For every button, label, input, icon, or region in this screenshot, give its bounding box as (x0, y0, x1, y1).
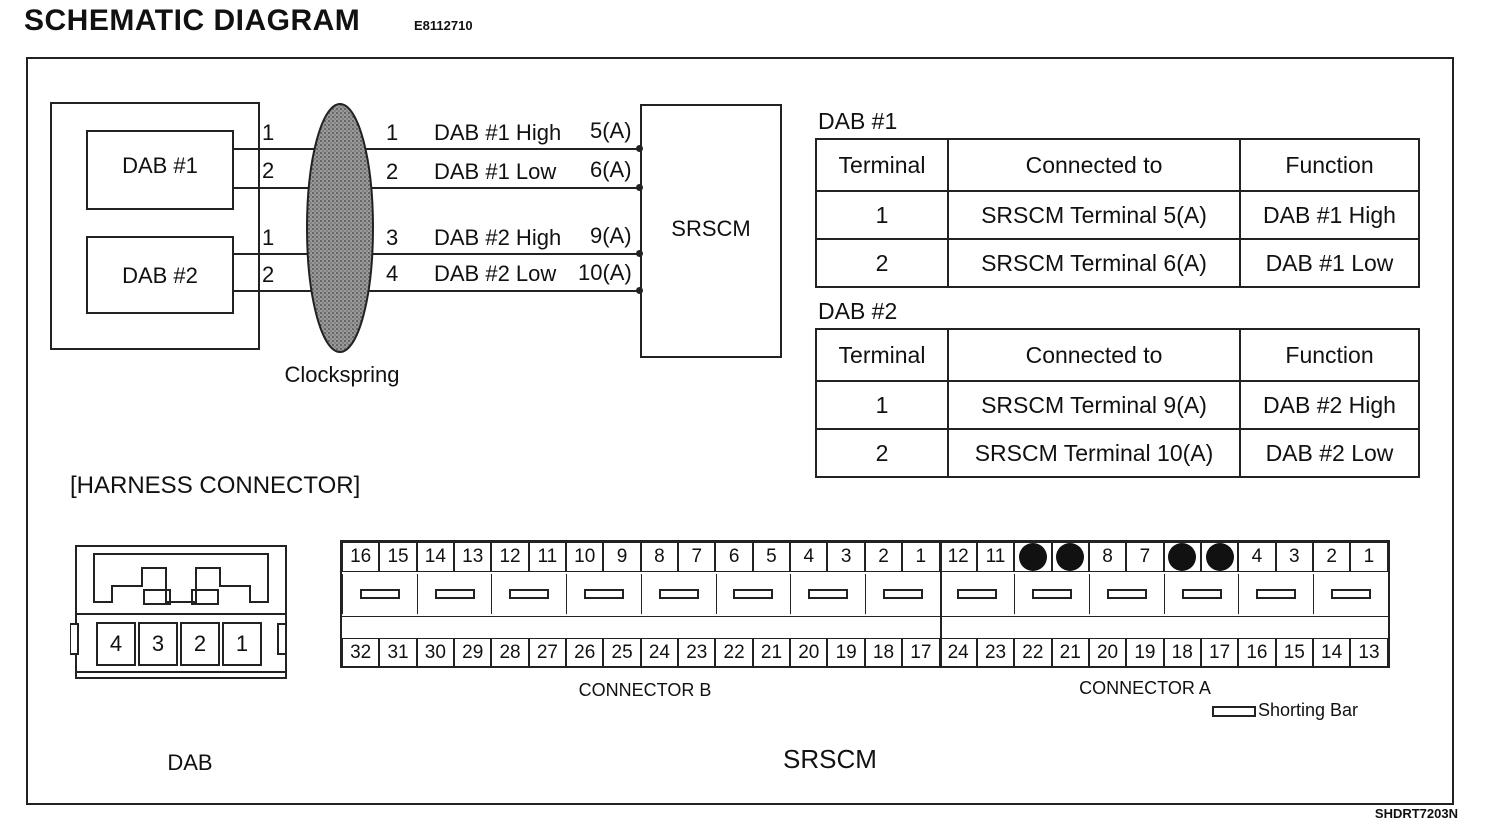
dab2-terminal-table (815, 328, 1420, 478)
connector-top-pin: 11 (529, 542, 566, 572)
dab2-pin-1: 1 (262, 225, 275, 250)
circuit-1-name: DAB #1 High (434, 120, 562, 145)
connector-top-pin: 6 (715, 542, 752, 572)
column-header-terminal: Terminal (816, 139, 948, 191)
shorting-bar-icon (808, 589, 848, 599)
cell-terminal: 1 (816, 381, 948, 429)
connector-bottom-pin: 24 (641, 638, 678, 668)
cell-terminal: 1 (816, 191, 948, 239)
connector-top-pin: 7 (678, 542, 715, 572)
column-header-terminal: Terminal (816, 329, 948, 381)
dab1-label: DAB #1 (122, 153, 198, 178)
clockspring-label: Clockspring (284, 362, 400, 387)
shorting-bar-cell (491, 574, 566, 614)
cell-connected-to: SRSCM Terminal 9(A) (948, 381, 1240, 429)
shorting-bar-cell (566, 574, 641, 614)
connector-divider (940, 542, 942, 666)
column-header-function: Function (1240, 329, 1419, 381)
connector-bottom-pin: 17 (902, 638, 939, 668)
circuit-4-num: 4 (386, 261, 399, 286)
filled-cavity-icon (1056, 543, 1084, 571)
table-row (816, 381, 1419, 429)
filled-cavity-icon (1206, 543, 1234, 571)
wire-3 (234, 253, 640, 255)
connector-top-pin: 15 (379, 542, 416, 572)
connector-bottom-pin: 22 (715, 638, 752, 668)
cell-connected-to: SRSCM Terminal 10(A) (948, 429, 1240, 477)
dab-pin-4: 4 (96, 622, 136, 666)
connector-bottom-pin: 21 (1052, 638, 1089, 668)
connector-top-pin: 11 (977, 542, 1014, 572)
dab1-table-caption: DAB #1 (818, 108, 898, 134)
shorting-bar-legend-symbol (1212, 706, 1256, 717)
table-row (816, 239, 1419, 287)
shorting-bar-icon (733, 589, 773, 599)
table-header-row (816, 139, 1419, 191)
srscm-connector-label: SRSCM (783, 744, 877, 774)
shorting-bar-icon (1032, 589, 1072, 599)
connector-bottom-pin: 14 (1313, 638, 1350, 668)
connector-top-pin: 5 (753, 542, 790, 572)
connector-bottom-pin: 21 (753, 638, 790, 668)
connector-bottom-pin: 20 (1089, 638, 1126, 668)
shorting-bar-cell (1089, 574, 1164, 614)
connector-bottom-pin: 27 (529, 638, 566, 668)
connector-bottom-pin: 20 (790, 638, 827, 668)
shorting-bar-icon (1331, 589, 1371, 599)
filled-cavity-icon (1019, 543, 1047, 571)
connector-top-pin: 3 (1276, 542, 1313, 572)
shorting-bar-cell (790, 574, 865, 614)
shorting-bar-cell (940, 574, 1015, 614)
connector-top-pin: 3 (827, 542, 864, 572)
shorting-bar-icon (957, 589, 997, 599)
srscm-connector (340, 540, 1390, 668)
connector-top-pin: 8 (1089, 542, 1126, 572)
connector-top-pin: 12 (491, 542, 528, 572)
column-header-connected-to: Connected to (948, 329, 1240, 381)
document-code: E8112710 (414, 18, 473, 33)
circuit-3-terminal: 9(A) (590, 223, 632, 248)
dab2-label: DAB #2 (122, 263, 198, 288)
dab1-terminal-table (815, 138, 1420, 288)
connector-top-pin: 2 (865, 542, 902, 572)
circuit-2-terminal: 6(A) (590, 157, 632, 182)
shorting-bar-icon (659, 589, 699, 599)
wire-2 (234, 187, 640, 189)
shorting-bar-icon (1256, 589, 1296, 599)
circuit-1-terminal: 5(A) (590, 118, 632, 143)
cell-function: DAB #1 High (1240, 191, 1419, 239)
clockspring-symbol (300, 100, 380, 356)
connector-bottom-pin: 24 (940, 638, 977, 668)
shorting-bar-icon (435, 589, 475, 599)
shorting-bar-cell (1164, 574, 1239, 614)
connector-bottom-pin: 18 (865, 638, 902, 668)
wire-4 (234, 290, 640, 292)
circuit-3-num: 3 (386, 225, 399, 250)
dab2-table-caption: DAB #2 (818, 298, 898, 324)
connector-top-pin: 12 (940, 542, 977, 572)
column-header-connected-to: Connected to (948, 139, 1240, 191)
connector-bottom-pin: 16 (1238, 638, 1275, 668)
connector-inner-line (342, 616, 1388, 637)
connector-b-label: CONNECTOR B (578, 680, 712, 700)
harness-connector-title: [HARNESS CONNECTOR] (70, 472, 361, 499)
connector-top-pin: 1 (1350, 542, 1387, 572)
connector-top-pin: 13 (454, 542, 491, 572)
connector-bottom-pin: 26 (566, 638, 603, 668)
figure-code: SHDRT7203N (1374, 806, 1458, 821)
wire-1 (234, 148, 640, 150)
table-row (816, 429, 1419, 477)
dab1-pin-1: 1 (262, 120, 275, 145)
connector-top-pin (1052, 542, 1089, 572)
column-header-function: Function (1240, 139, 1419, 191)
connector-bottom-pin: 15 (1276, 638, 1313, 668)
connector-top-pin (1164, 542, 1201, 572)
circuit-4-terminal: 10(A) (578, 260, 632, 285)
circuit-1-num: 1 (386, 120, 399, 145)
dab1-pin-2: 2 (262, 158, 275, 183)
cell-function: DAB #1 Low (1240, 239, 1419, 287)
shorting-bar-legend-label: Shorting Bar (1258, 700, 1359, 720)
dab-connector-label: DAB (167, 750, 213, 775)
dab-pin-1: 1 (222, 622, 262, 666)
shorting-bar-icon (360, 589, 400, 599)
shorting-bar-cell (417, 574, 492, 614)
connector-top-pin: 2 (1313, 542, 1350, 572)
connector-top-pin: 1 (902, 542, 939, 572)
connector-bottom-pin: 30 (417, 638, 454, 668)
shorting-bar-cell (1313, 574, 1388, 614)
connector-bottom-pin: 13 (1350, 638, 1387, 668)
connector-top-pin: 8 (641, 542, 678, 572)
connector-bottom-pin: 25 (603, 638, 640, 668)
shorting-bar-cell (1238, 574, 1313, 614)
connector-bottom-pin-row (342, 638, 1388, 668)
connector-bottom-pin: 19 (1126, 638, 1163, 668)
cell-connected-to: SRSCM Terminal 5(A) (948, 191, 1240, 239)
shorting-bar-icon (509, 589, 549, 599)
table-header-row (816, 329, 1419, 381)
connector-top-pin: 9 (603, 542, 640, 572)
dab2-pin-2: 2 (262, 262, 275, 287)
table-row (816, 191, 1419, 239)
connector-bottom-pin: 18 (1164, 638, 1201, 668)
connector-top-pin: 16 (342, 542, 379, 572)
filled-cavity-icon (1168, 543, 1196, 571)
connector-shorting-bar-row (342, 574, 1388, 614)
cell-connected-to: SRSCM Terminal 6(A) (948, 239, 1240, 287)
connector-bottom-pin: 23 (977, 638, 1014, 668)
connector-top-pin: 4 (790, 542, 827, 572)
shorting-bar-icon (584, 589, 624, 599)
connector-top-pin-row (342, 542, 1388, 572)
cell-terminal: 2 (816, 429, 948, 477)
connector-top-pin: 7 (1126, 542, 1163, 572)
shorting-bar-icon (1182, 589, 1222, 599)
connector-bottom-pin: 17 (1201, 638, 1238, 668)
connector-top-pin (1201, 542, 1238, 572)
connector-bottom-pin: 31 (379, 638, 416, 668)
connector-bottom-pin: 23 (678, 638, 715, 668)
shorting-bar-icon (1107, 589, 1147, 599)
shorting-bar-cell (865, 574, 940, 614)
shorting-bar-cell (342, 574, 417, 614)
connector-top-pin: 10 (566, 542, 603, 572)
cell-terminal: 2 (816, 239, 948, 287)
connector-top-pin: 4 (1238, 542, 1275, 572)
page-title: SCHEMATIC DIAGRAM (24, 4, 361, 37)
srscm-label: SRSCM (671, 216, 751, 241)
dab-pin-2: 2 (180, 622, 220, 666)
connector-bottom-pin: 29 (454, 638, 491, 668)
circuit-3-name: DAB #2 High (434, 225, 562, 250)
connector-a-label: CONNECTOR A (1079, 678, 1211, 698)
circuit-2-name: DAB #1 Low (434, 159, 557, 184)
cell-function: DAB #2 High (1240, 381, 1419, 429)
connector-bottom-pin: 32 (342, 638, 379, 668)
dab-pin-3: 3 (138, 622, 178, 666)
shorting-bar-icon (883, 589, 923, 599)
connector-bottom-pin: 19 (827, 638, 864, 668)
circuit-2-num: 2 (386, 159, 399, 184)
shorting-bar-cell (1014, 574, 1089, 614)
connector-top-pin (1014, 542, 1051, 572)
connector-top-pin: 14 (417, 542, 454, 572)
connector-bottom-pin: 22 (1014, 638, 1051, 668)
circuit-4-name: DAB #2 Low (434, 261, 557, 286)
shorting-bar-cell (716, 574, 791, 614)
connector-bottom-pin: 28 (491, 638, 528, 668)
cell-function: DAB #2 Low (1240, 429, 1419, 477)
shorting-bar-cell (641, 574, 716, 614)
